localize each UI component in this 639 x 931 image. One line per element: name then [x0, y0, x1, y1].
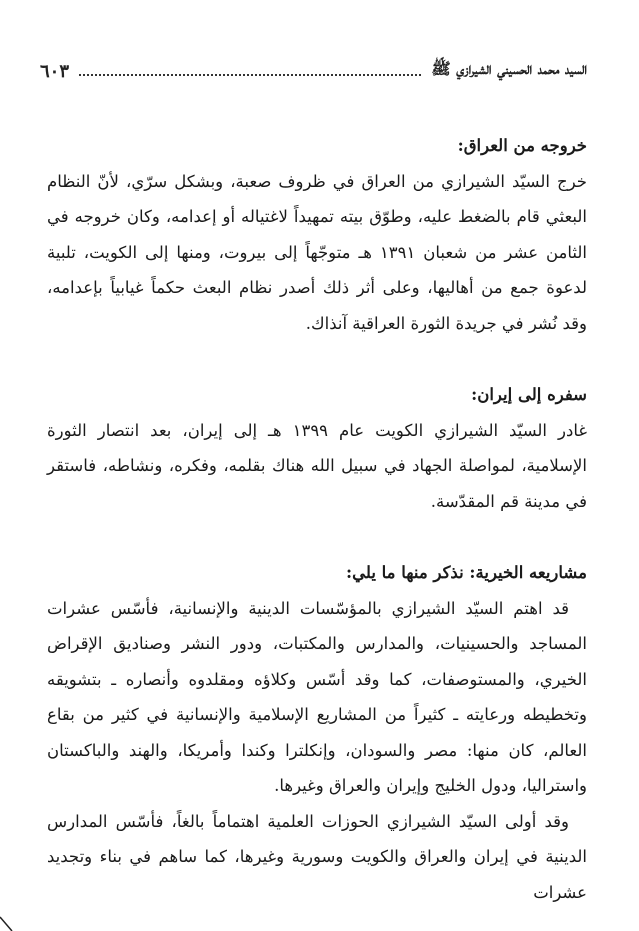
section-heading-charity-projects: مشاريعه الخيرية: نذكر منها ما يلي: [346, 563, 587, 582]
running-header [40, 58, 587, 82]
section-heading-travel-iran: سفره إلى إيران: [471, 385, 587, 404]
header-title: السيد محمد الحسيني الشيرازي ﷺ [431, 59, 587, 78]
page-body [47, 128, 587, 910]
paragraph-charity-projects-1: قد اهتم السيّد الشيرازي بالمؤسّسات الدينية والإنسانية، فأسّس عشرات المساجد والحسينيات، والمدارس والمكتبات، ودور النشر وصناديق الإقراض الخيري، والمستوصفات، كما وقد أسّس وكلاؤه ومقلدوه وأنصاره ـ بتشويقه وتخطيطه ورعايته ـ كثيراً من المشاريع الإسلامية والإنسانية في كثير من بقاع العالم، كان منها: مصر والسودان، وإنكلترا وكندا وأمريكا، والهند والباكستان واستراليا، ودول الخليج وإيران والعراق وغيرها. [47, 598, 587, 795]
scan-edge-mark [0, 909, 14, 931]
header-leader-dots [79, 73, 421, 76]
paragraph-exit-iraq: خرج السيّد الشيرازي من العراق في ظروف صعبة، وبشكل سرّي، لأنّ النظام البعثي قام بالضغط عليه، وطوّق بيته تمهيداً لاغتياله أو إعدامه، وكان خروجه في الثامن عشر من شعبان ١٣٩١ هـ متوجّهاً إلى بيروت، ومنها إلى الكويت، تلبية لدعوة جمع من أهاليها، وعلى أثر ذلك أصدر نظام البعث حكماً غيابياً بإعدامه، وقد نُشر في جريدة الثورة العراقية آنذاك. [47, 171, 587, 333]
paragraph-charity-projects-2: وقد أولى السيّد الشيرازي الحوزات العلمية اهتماماً بالغاً، فأسّس المدارس الدينية في إيران والعراق والكويت وسورية وغيرها، كما ساهم في بناء وتجديد عشرات [47, 811, 587, 902]
paragraph-travel-iran: غادر السيّد الشيرازي الكويت عام ١٣٩٩ هـ إلى إيران، بعد انتصار الثورة الإسلامية، لمواصلة الجهاد في سبيل الله هناك بقلمه، وفكره، ونشاطه، فاستقر في مدينة قم المقدّسة. [47, 420, 587, 511]
page-number: ٦٠٣ [40, 61, 70, 82]
section-heading-exit-iraq: خروجه من العراق: [457, 136, 587, 155]
